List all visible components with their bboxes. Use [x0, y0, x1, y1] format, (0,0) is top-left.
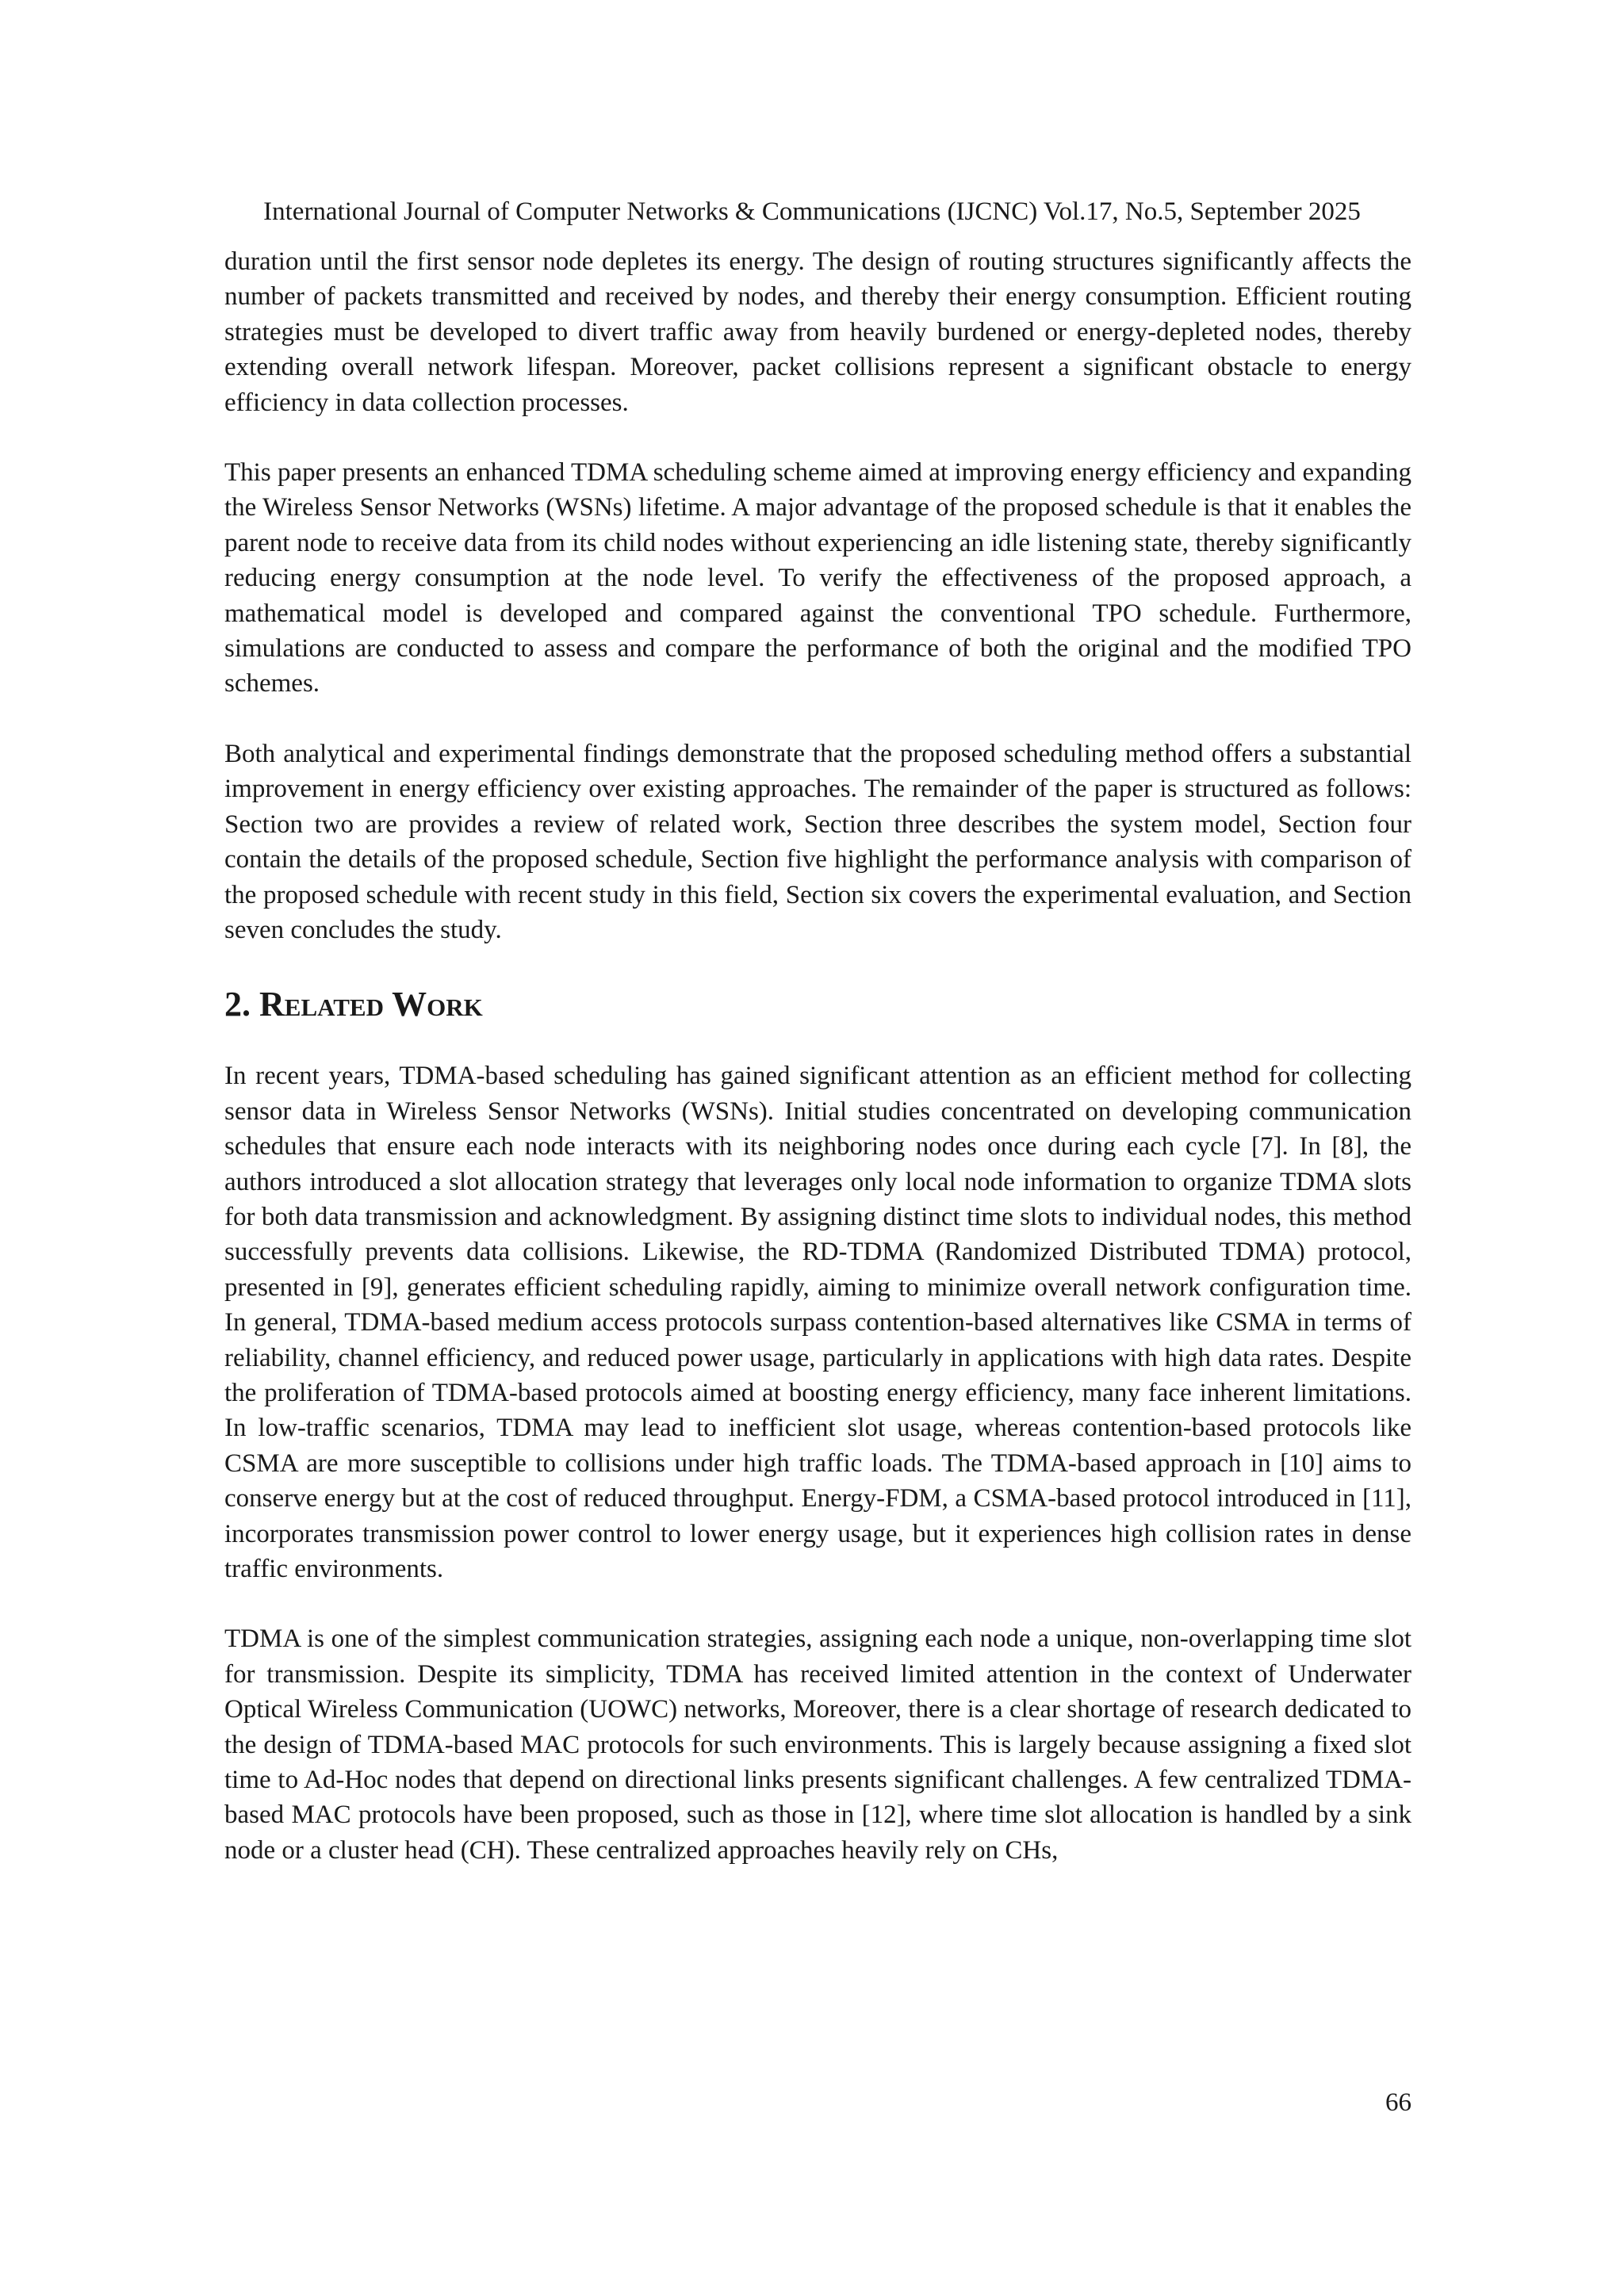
section-heading [224, 982, 1411, 1027]
running-header: International Journal of Computer Networks & Communications (IJCNC) Vol.17, No.5, September 2025 [263, 197, 1361, 226]
related-work-paragraph-2: TDMA is one of the simplest communication strategies, assigning each node a unique, non-overlapping time slot for transmission. Despite its simplicity, TDMA has received limited attention in the context of Underwater Optical Wireless Communication (UOWC) networks, Moreover, there is a clear shortage of research dedicated to the design of TDMA-based MAC protocols for such environments. This is largely because assigning a fixed slot time to Ad-Hoc nodes that depend on directional links presents significant challenges. A few centralized TDMA-based MAC protocols have been proposed, such as those in [12], where time slot allocation is handled by a sink node or a cluster head (CH). These centralized approaches heavily rely on CHs, [224, 1624, 1411, 1865]
intro-paragraph-1: duration until the first sensor node depletes its energy. The design of routing structures significantly affects the number of packets transmitted and received by nodes, and thereby their energy consumption. Efficient routing strategies must be developed to divert traffic away from heavily burdened or energy-depleted nodes, thereby extending overall network lifespan. Moreover, packet collisions represent a significant obstacle to energy efficiency in data collection processes. [224, 247, 1411, 417]
page-body [224, 244, 1411, 1903]
section-title: Related Work [259, 985, 483, 1024]
page-number: 66 [1385, 2088, 1411, 2117]
intro-paragraph-2: This paper presents an enhanced TDMA scheduling scheme aimed at improving energy efficiency and expanding the Wireless Sensor Networks (WSNs) lifetime. A major advantage of the proposed schedule is that it enables the parent node to receive data from its child nodes without experiencing an idle listening state, thereby significantly reducing energy consumption at the node level. To verify the effectiveness of the proposed approach, a mathematical model is developed and compared against the conventional TPO schedule. Furthermore, simulations are conducted to assess and compare the performance of both the original and the modified TPO schemes. [224, 458, 1411, 698]
related-work-paragraph-1: In recent years, TDMA-based scheduling has gained significant attention as an efficient method for collecting sensor data in Wireless Sensor Networks (WSNs). Initial studies concentrated on developing communication schedules that ensure each node interacts with its neighboring nodes once during each cycle [7]. In [8], the authors introduced a slot allocation strategy that leverages only local node information to organize TDMA slots for both data transmission and acknowledgment. By assigning distinct time slots to individual nodes, this method successfully prevents data collisions. Likewise, the RD-TDMA (Randomized Distributed TDMA) protocol, presented in [9], generates efficient scheduling rapidly, aiming to minimize overall network configuration time. In general, TDMA-based medium access protocols surpass contention-based alternatives like CSMA in terms of reliability, channel efficiency, and reduced power usage, particularly in applications with high data rates. Despite the proliferation of TDMA-based protocols aimed at boosting energy efficiency, many face inherent limitations. In low-traffic scenarios, TDMA may lead to inefficient slot usage, whereas contention-based protocols like CSMA are more susceptible to collisions under high traffic loads. The TDMA-based approach in [10] aims to conserve energy but at the cost of reduced throughput. Energy-FDM, a CSMA-based protocol introduced in [11], incorporates transmission power control to lower energy usage, but it experiences high collision rates in dense traffic environments. [224, 1062, 1411, 1583]
intro-paragraph-3: Both analytical and experimental findings demonstrate that the proposed scheduling method offers a substantial improvement in energy efficiency over existing approaches. The remainder of the paper is structured as follows: Section two are provides a review of related work, Section three describes the system model, Section four contain the details of the proposed schedule, Section five highlight the performance analysis with comparison of the proposed schedule with recent study in this field, Section six covers the experimental evaluation, and Section seven concludes the study. [224, 739, 1411, 944]
section-number: 2. [224, 985, 259, 1024]
